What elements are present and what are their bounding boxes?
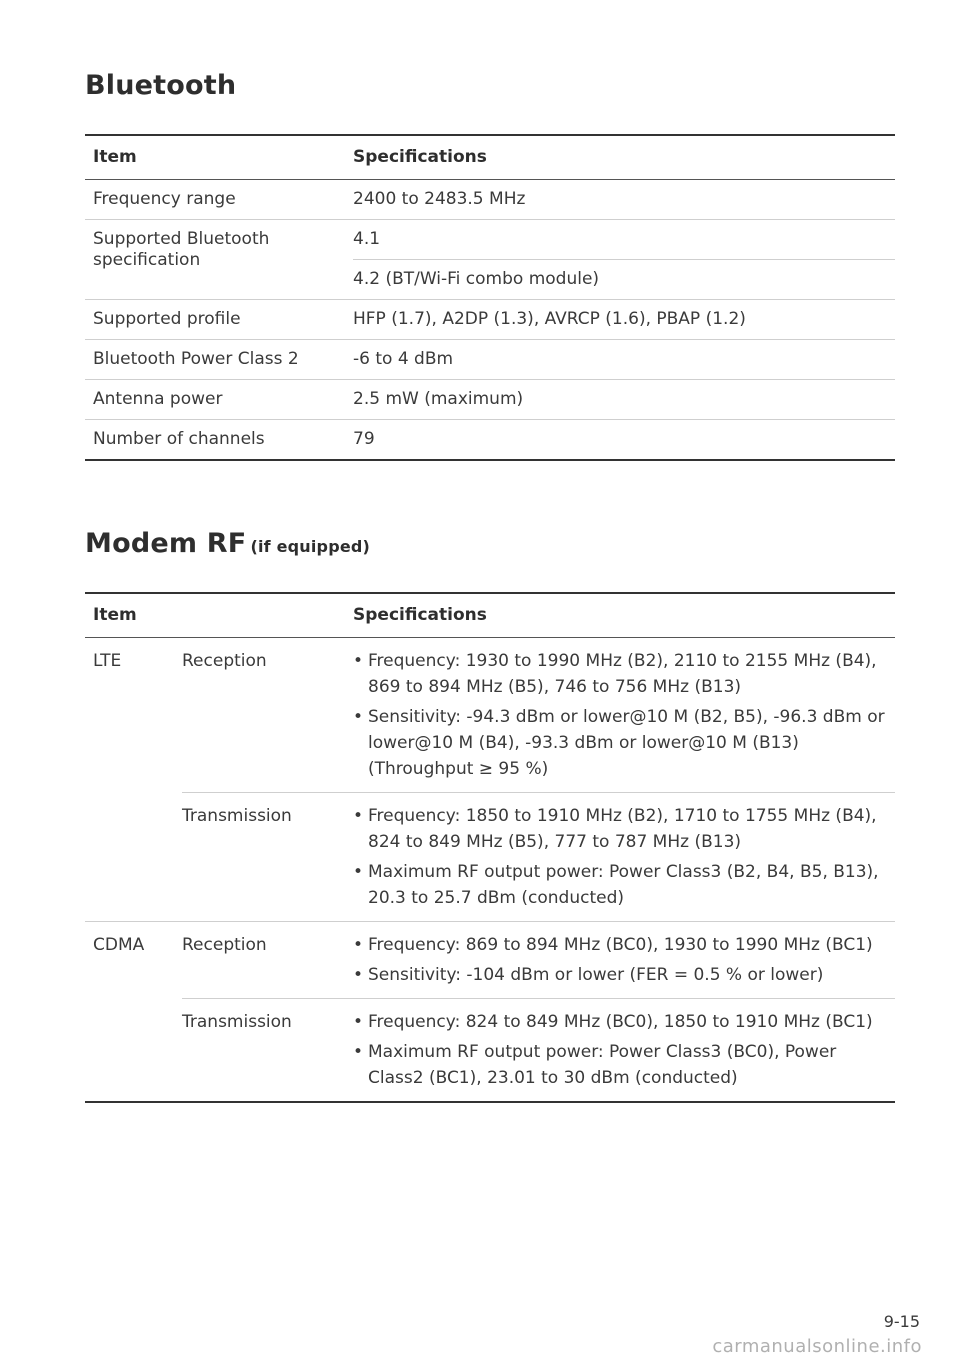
band-label-cdma: CDMA [93, 935, 145, 955]
list-item: • Sensitivity: -104 dBm or lower (FER = 0.5 % or lower) [353, 962, 895, 988]
page-number: 9-15 [883, 1312, 920, 1331]
table-row [85, 380, 895, 420]
watermark: carmanualsonline.info [712, 1336, 922, 1357]
table-header-row [85, 593, 895, 638]
table-row [85, 420, 895, 461]
sub-label-transmission: Transmission [182, 1012, 292, 1032]
column-header-specifications: Specifications [353, 135, 895, 180]
list-item: • Frequency: 1850 to 1910 MHz (B2), 1710 to 1755 MHz (B4), 824 to 849 MHz (B5), 777 to 787 MHz (B13) [353, 803, 895, 855]
table-row [85, 638, 895, 793]
modem-rf-subtitle: (if equipped) [250, 537, 371, 556]
lte-transmission-specs [353, 793, 895, 922]
table-header-row [85, 135, 895, 180]
table-row [85, 999, 895, 1103]
list-item: • Sensitivity: -94.3 dBm or lower@10 M (B2, B5), -96.3 dBm or lower@10 M (B4), -93.3 dBm or lower@10 M (B13) (Throughput ≥ 95 %) [353, 704, 895, 782]
lte-reception-specs [353, 638, 895, 793]
table-row [85, 300, 895, 340]
sub-label-reception: Reception [182, 638, 353, 793]
row-item [85, 220, 353, 300]
column-header-specifications: Specifications [353, 593, 895, 638]
modem-rf-spec-table [85, 592, 895, 1103]
column-header-item: Item [85, 593, 353, 638]
row-spec: 79 [353, 429, 375, 449]
row-spec: 4.1 [353, 220, 895, 260]
row-item: Frequency range [85, 180, 353, 220]
list-item: • Maximum RF output power: Power Class3 (B2, B4, B5, B13), 20.3 to 25.7 dBm (conducted) [353, 859, 895, 911]
row-spec: 2.5 mW (maximum) [353, 380, 895, 420]
row-item: Supported profile [85, 300, 353, 340]
bluetooth-spec-table [85, 134, 895, 461]
column-header-item: Item [85, 135, 353, 180]
table-row [85, 922, 895, 999]
bluetooth-section-title: Bluetooth [85, 70, 237, 101]
list-item: • Frequency: 869 to 894 MHz (BC0), 1930 to 1990 MHz (BC1) [353, 932, 895, 958]
table-row [85, 793, 895, 922]
cdma-reception-specs [353, 922, 895, 999]
table-row [85, 340, 895, 380]
modem-rf-title-text: Modem RF [85, 528, 247, 559]
row-spec: HFP (1.7), A2DP (1.3), AVRCP (1.6), PBAP (1.2) [353, 300, 895, 340]
row-item: Antenna power [85, 380, 353, 420]
table-row [85, 180, 895, 220]
row-item: Number of channels [93, 429, 265, 449]
row-spec: -6 to 4 dBm [353, 340, 895, 380]
table-row [85, 220, 895, 260]
row-item-label: Supported Bluetooth specification [93, 229, 270, 270]
modem-rf-section-title [85, 528, 370, 559]
band-label-lte: LTE [85, 638, 182, 922]
row-spec: 2400 to 2483.5 MHz [353, 180, 895, 220]
list-item: • Frequency: 824 to 849 MHz (BC0), 1850 to 1910 MHz (BC1) [353, 1009, 895, 1035]
row-item: Bluetooth Power Class 2 [85, 340, 353, 380]
sub-label-transmission: Transmission [182, 793, 353, 922]
cdma-transmission-specs [353, 999, 895, 1103]
sub-label-reception: Reception [182, 922, 353, 999]
list-item: • Maximum RF output power: Power Class3 (BC0), Power Class2 (BC1), 23.01 to 30 dBm (conducted) [353, 1039, 895, 1091]
row-spec: 4.2 (BT/Wi-Fi combo module) [353, 260, 895, 300]
list-item: • Frequency: 1930 to 1990 MHz (B2), 2110 to 2155 MHz (B4), 869 to 894 MHz (B5), 746 to 756 MHz (B13) [353, 648, 895, 700]
